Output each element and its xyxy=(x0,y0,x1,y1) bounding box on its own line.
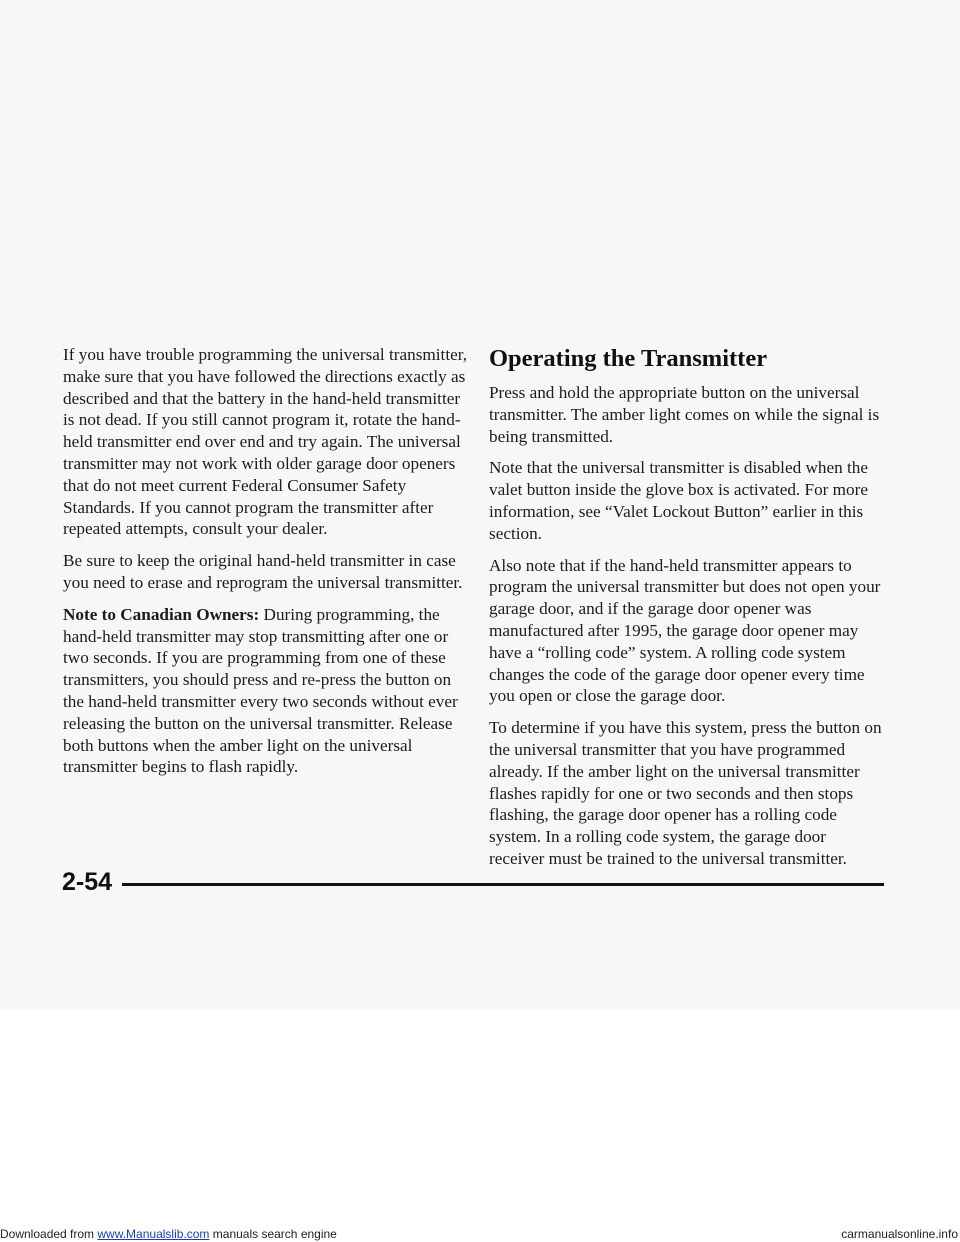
footer-rule xyxy=(122,883,884,886)
download-suffix: manuals search engine xyxy=(209,1227,337,1241)
download-source-text xyxy=(0,1226,337,1242)
paragraph-trouble-programming: If you have trouble programming the universal transmitter, make sure that you have followed the directions exactly as described and that the battery in the hand-held transmitter is not dead. If you still cannot program it, rotate the hand-held transmitter end over end and try again. The universal transmitter may not work with older garage door openers that do not meet current Federal Consumer Safety Standards. If you cannot program the transmitter after repeated attempts, consult your dealer. xyxy=(63,345,468,539)
canadian-owners-text: During programming, the hand-held transmitter may stop transmitting after one or two seconds. If you are programming from one of these transmitters, you should press and re-press the button on the hand-held transmitter every two seconds without ever releasing the button on the universal transmitter. Release both buttons when the amber light on the universal transmitter begins to flash rapidly. xyxy=(63,604,458,777)
left-column xyxy=(63,344,473,788)
paragraph-keep-original: Be sure to keep the original hand-held transmitter in case you need to erase and reprogram the universal transmitter. xyxy=(63,551,463,592)
watermark-bar xyxy=(0,1226,960,1242)
canadian-owners-lead: Note to Canadian Owners: xyxy=(63,604,260,624)
paragraph-valet-note: Note that the universal transmitter is disabled when the valet button inside the glove box is activated. For more information, see “Valet Lockout Button” earlier in this section. xyxy=(489,458,868,543)
section-heading: Operating the Transmitter xyxy=(489,345,768,372)
page-number: 2-54 xyxy=(62,868,113,896)
right-column xyxy=(489,344,884,880)
paragraph-rolling-code: Also note that if the hand-held transmitter appears to program the universal transmitter but does not open your garage door, and if the garage door opener was manufactured after 1995, the garage door opener may have a “rolling code” system. A rolling code system changes the code of the garage door opener every time you open or close the garage door. xyxy=(489,555,881,706)
paragraph-determine-system: To determine if you have this system, press the button on the universal transmitter that you have programmed already. If the amber light on the universal transmitter flashes rapidly for one or two seconds and then stops flashing, the garage door opener has a rolling code system. In a rolling code system, the garage door receiver must be trained to the universal transmitter. xyxy=(489,718,882,868)
paragraph-press-hold: Press and hold the appropriate button on the universal transmitter. The amber light comes on while the signal is being transmitted. xyxy=(489,383,880,446)
paragraph-canadian-owners xyxy=(63,604,473,778)
manualslib-link[interactable]: www.Manualslib.com xyxy=(97,1227,210,1241)
site-watermark: carmanualsonline.info xyxy=(841,1227,958,1241)
download-prefix: Downloaded from xyxy=(0,1227,98,1241)
